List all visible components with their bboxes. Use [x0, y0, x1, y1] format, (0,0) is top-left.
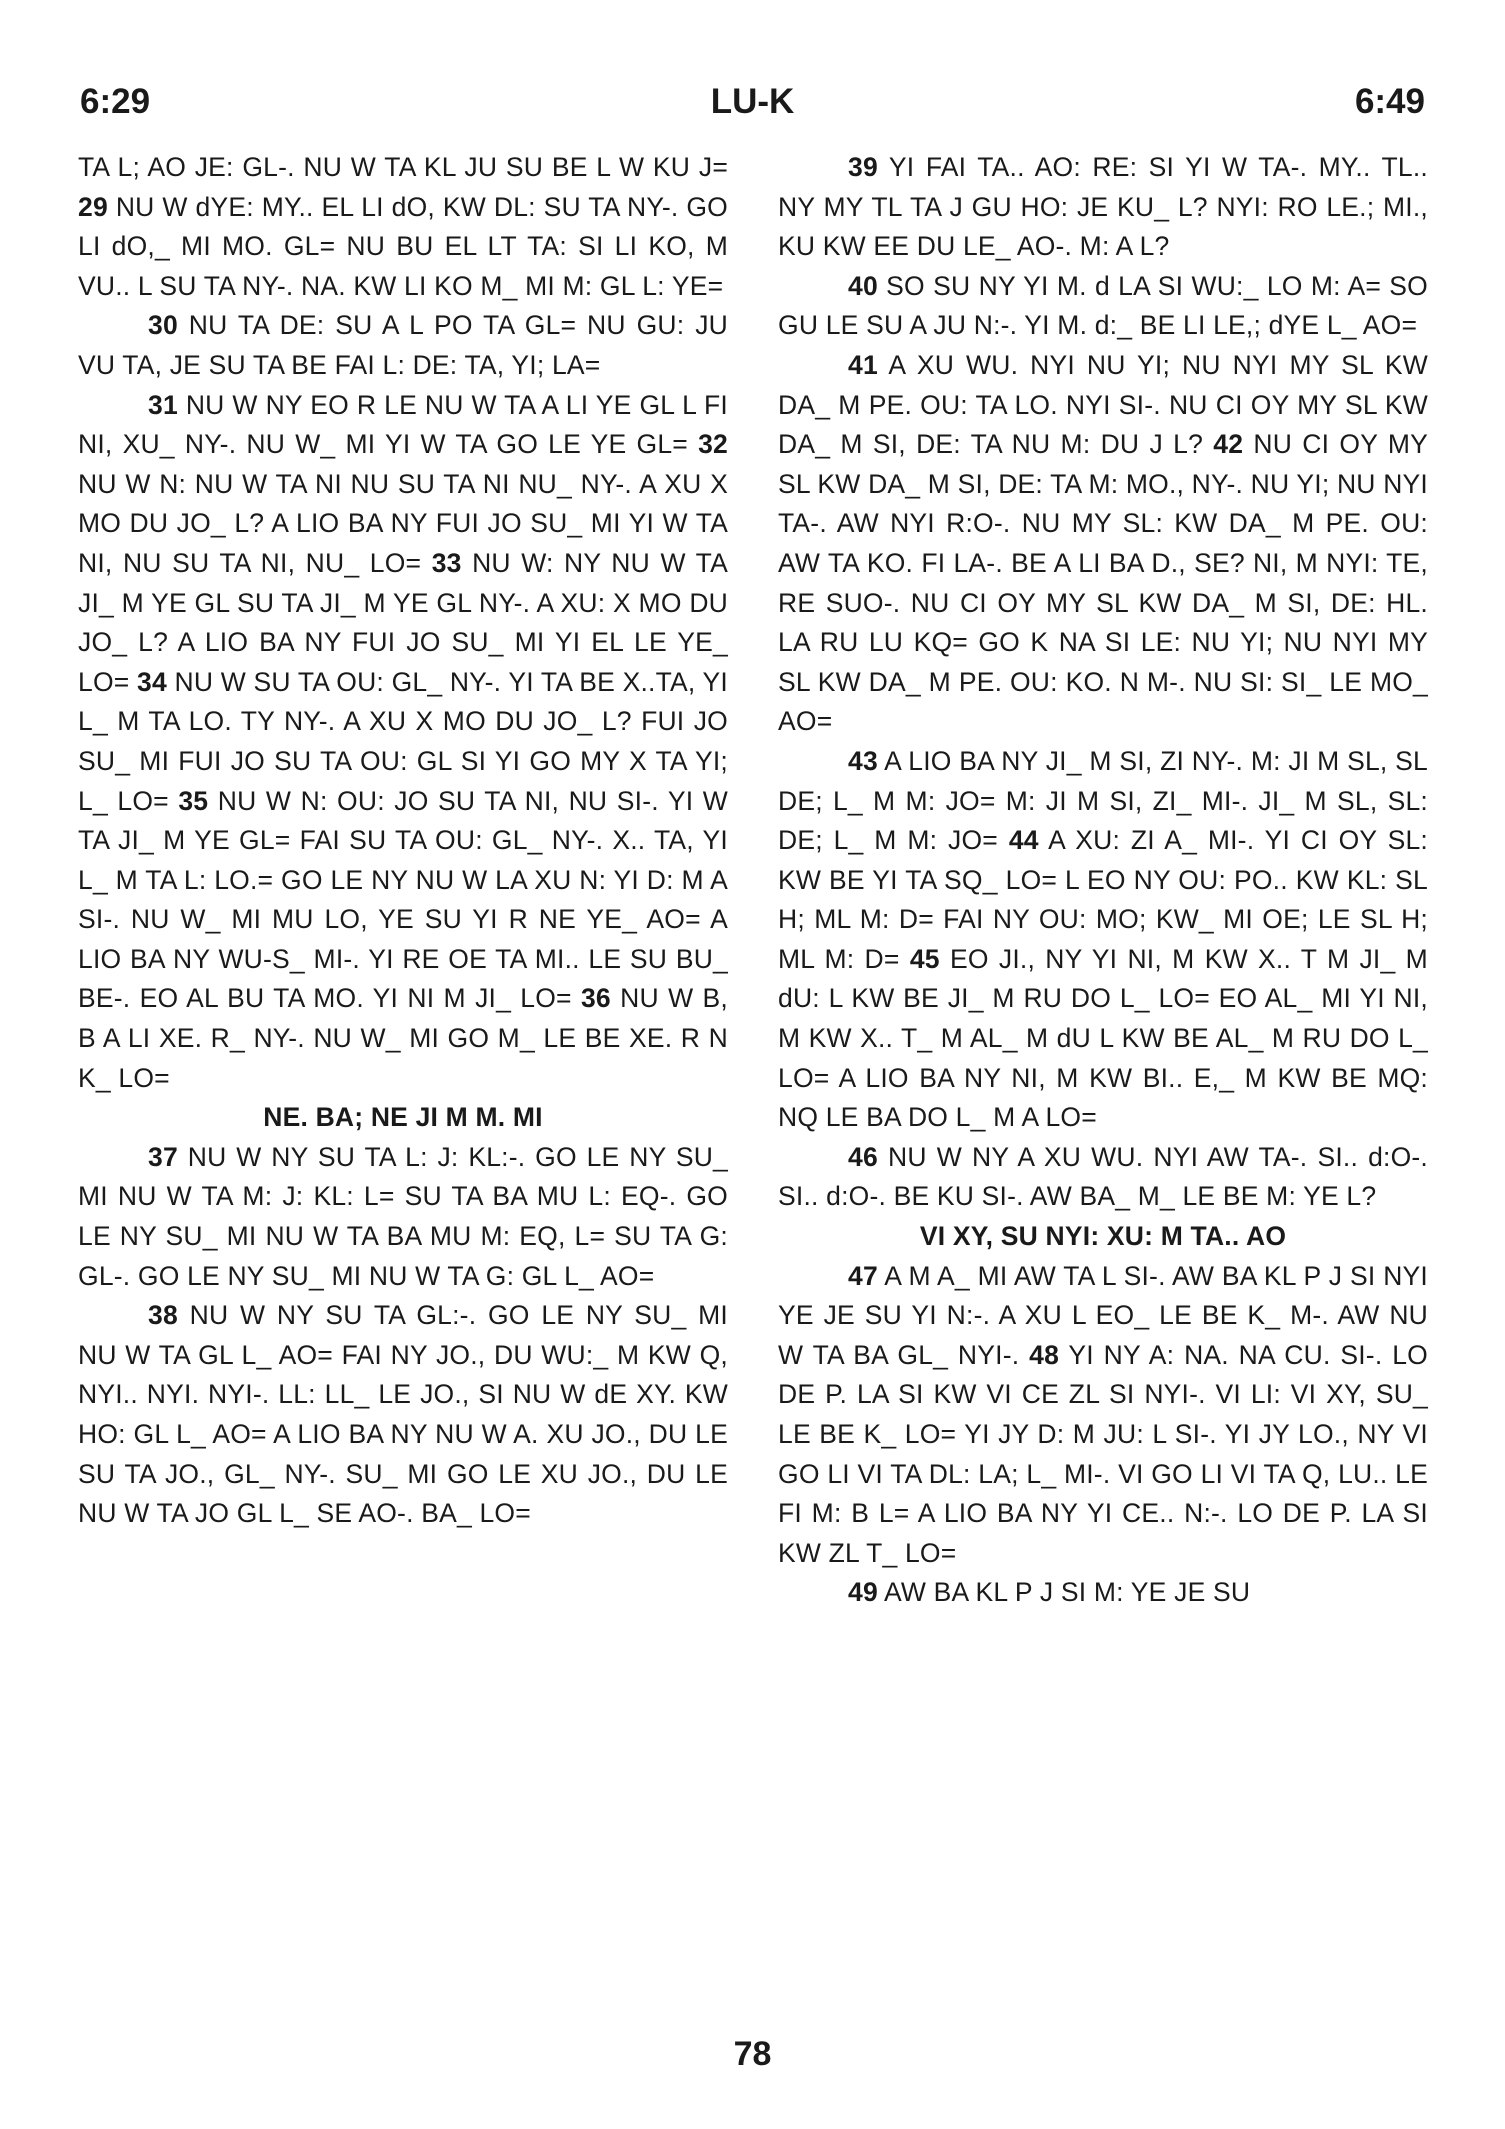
paragraph — [78, 306, 728, 385]
verse-number: 42 — [1213, 429, 1244, 460]
paragraph — [78, 148, 728, 306]
paragraph — [78, 1138, 728, 1296]
verse-number: 43 — [848, 745, 878, 776]
verse-number: 38 — [148, 1300, 178, 1331]
verse-number: 41 — [848, 349, 878, 380]
paragraph — [778, 742, 1428, 1138]
paragraph — [778, 346, 1428, 742]
verse-number: 32 — [698, 429, 728, 460]
verse-number: 48 — [1029, 1339, 1060, 1370]
verse-text: YI FAI TA.. AO: RE: SI YI W TA-. MY.. TL.. NY MY TL TA J GU HO: JE KU_ L? NYI: RO LE.; MI., KU KW EE DU LE_ AO-. M: A L? — [778, 152, 1428, 262]
verse-number: 34 — [137, 666, 167, 697]
running-head-end-ref: 6:49 — [1354, 82, 1425, 121]
verse-text: SO SU NY YI M. d LA SI WU:_ LO M: A= SO GU LE SU A JU N:-. YI M. d:_ BE LI LE,; dYE L_ AO= — [778, 270, 1428, 341]
verse-number: 44 — [1008, 825, 1039, 856]
verse-text: NU W B, B A LI XE. R_ NY-. NU W_ MI GO M_ LE BE XE. R N K_ LO= — [78, 983, 728, 1093]
paragraph — [778, 148, 1428, 267]
verse-number: 36 — [580, 983, 611, 1014]
verse-text: A XU: ZI A_ MI-. YI CI OY SL: KW BE YI TA SQ_ LO= L EO NY OU: PO.. KW KL: SL H; ML M: D= FAI NY OU: MO; KW_ MI OE; LE SL H; ML M: D= — [778, 825, 1428, 974]
running-head-start-ref: 6:29 — [80, 82, 151, 121]
verse-text: YI NY A: NA. NA CU. SI-. LO DE P. LA SI KW VI CE ZL SI NYI-. VI LI: VI XY, SU_ LE BE K_ LO= YI JY D: M JU: L SI-. YI JY LO., NY VI GO LI VI TA DL: LA; L_ MI-. VI GO LI VI TA Q, LU.. LE FI M: B L= A LIO BA NY YI CE.. N:-. LO DE P. LA SI KW ZL T_ LO= — [778, 1339, 1428, 1568]
running-head-book-title: LU-K — [710, 82, 795, 121]
verse-text: A M A_ MI AW TA L SI-. AW BA KL P J SI NYI YE JE SU YI N:-. A XU L EO_ LE BE K_ M-. AW NU W TA BA GL_ NYI-. — [778, 1260, 1428, 1370]
section-heading: VI XY, SU NYI: XU: M TA.. AO — [919, 1221, 1287, 1252]
verse-text: NU W N: OU: JO SU TA NI, NU SI-. YI W TA JI_ M YE GL= FAI SU TA OU: GL_ NY-. X.. TA, YI L_ M TA L: LO.= GO LE NY NU W LA XU N: YI D: M A SI-. NU W_ MI MU LO, YE SU YI R NE YE_ AO= A LIO BA NY WU-S_ MI-. YI RE OE TA MI.. LE SU BU_ BE-. EO AL BU TA MO. YI NI M JI_ LO= — [78, 785, 728, 1014]
verse-text: NU TA DE: SU A L PO TA GL= NU GU: JU VU TA, JE SU TA BE FAI L: DE: TA, YI; LA= — [78, 310, 728, 380]
paragraph — [778, 1573, 1428, 1613]
verse-number: 31 — [148, 389, 178, 420]
verse-text: NU W dYE: MY.. EL LI dO, KW DL: SU TA NY-. GO LI dO,_ MI MO. GL= NU BU EL LT TA: SI LI KO, M VU.. L SU TA NY-. NA. KW LI KO M_ MI M: GL L: YE= — [78, 191, 728, 301]
text-column-right — [778, 148, 1428, 1613]
verse-number: 49 — [848, 1577, 878, 1608]
verse-number: 40 — [848, 270, 878, 301]
paragraph — [778, 1138, 1428, 1217]
section-heading: NE. BA; NE JI M M. MI — [263, 1102, 543, 1133]
paragraph — [78, 386, 728, 1099]
verse-text: NU W: NY NU W TA JI_ M YE GL SU TA JI_ M YE GL NY-. A XU: X MO DU JO_ L? A LIO BA NY FUI JO SU_ MI YI EL LE YE_ LO= — [78, 547, 728, 697]
verse-number: 45 — [909, 943, 940, 974]
verse-text: NU CI OY MY SL KW DA_ M SI, DE: TA M: MO., NY-. NU YI; NU NYI TA-. AW NYI R:O-. NU MY SL: KW DA_ M PE. OU: AW TA KO. FI LA-. BE A LI BA D., SE? NI, M NYI: TE, RE SUO-. NU CI OY MY SL KW DA_ M SI, DE: HL. LA RU LU KQ= GO K NA SI LE: NU YI; NU NYI MY SL KW DA_ M PE. OU: KO. N M-. NU SI: SI_ LE MO_ AO= — [778, 429, 1428, 737]
verse-number: 29 — [78, 191, 108, 222]
verse-text: AW BA KL P J SI M: YE JE SU — [884, 1577, 1251, 1608]
verse-number: 39 — [848, 152, 878, 182]
verse-text: NU W SU TA OU: GL_ NY-. YI TA BE X..TA, YI L_ M TA LO. TY NY-. A XU X MO DU JO_ L? FUI JO SU_ MI FUI JO SU TA OU: GL SI YI GO MY X TA YI; L_ LO= — [78, 666, 728, 816]
verse-number: 46 — [848, 1141, 878, 1172]
verse-text: NU W NY SU TA GL:-. GO LE NY SU_ MI NU W TA GL L_ AO= FAI NY JO., DU WU:_ M KW Q, NYI.. NYI. NYI-. LL: LL_ LE JO., SI NU W dE XY. KW HO: GL L_ AO= A LIO BA NY NU W A. XU JO., DU LE SU TA JO., GL_ NY-. SU_ MI GO LE XU JO., DU LE NU W TA JO GL L_ SE AO-. BA_ LO= — [78, 1300, 728, 1529]
verse-number: 35 — [178, 785, 209, 816]
page-number: 78 — [733, 2035, 772, 2073]
verse-number: 37 — [148, 1141, 178, 1172]
verse-number: 30 — [148, 310, 178, 341]
verse-text: NU W NY SU TA L: J: KL:-. GO LE NY SU_ MI NU W TA M: J: KL: L= SU TA BA MU L: EQ-. GO LE NY SU_ MI NU W TA BA MU M: EQ, L= SU TA G: GL-. GO LE NY SU_ MI NU W TA G: GL L_ AO= — [78, 1141, 728, 1291]
verse-text: TA L; AO JE: GL-. NU W TA KL JU SU BE L W KU J= — [78, 152, 728, 182]
paragraph — [778, 267, 1428, 346]
verse-number: 47 — [848, 1260, 878, 1291]
verse-text: NU W NY A XU WU. NYI AW TA-. SI.. d:O-. SI.. d:O-. BE KU SI-. AW BA_ M_ LE BE M: YE L? — [778, 1141, 1428, 1212]
verse-text: EO JI., NY YI NI, M KW X.. T M JI_ M dU: L KW BE JI_ M RU DO L_ LO= EO AL_ MI YI NI, M KW X.. T_ M AL_ M dU L KW BE AL_ M RU DO L_ LO= A LIO BA NY NI, M KW BI.. E,_ M KW BE MQ: NQ LE BA DO L_ M A LO= — [778, 943, 1428, 1133]
verse-number: 33 — [431, 547, 462, 578]
verse-text: A XU WU. NYI NU YI; NU NYI MY SL KW DA_ M PE. OU: TA LO. NYI SI-. NU CI OY MY SL KW DA_ M SI, DE: TA NU M: DU J L? — [778, 349, 1429, 460]
text-column-left — [78, 148, 728, 1534]
verse-text: A LIO BA NY JI_ M SI, ZI NY-. M: JI M SL, SL DE; L_ M M: JO= M: JI M SI, ZI_ MI-. JI_ M SL, SL: DE; L_ M M: JO= — [778, 745, 1428, 856]
paragraph — [778, 1257, 1428, 1574]
verse-text: NU W NY EO R LE NU W TA A LI YE GL L FI NI, XU_ NY-. NU W_ MI YI W TA GO LE YE GL= — [78, 389, 728, 460]
paragraph — [78, 1296, 728, 1534]
running-head — [80, 82, 1425, 132]
verse-text: NU W N: NU W TA NI NU SU TA NI NU_ NY-. A XU X MO DU JO_ L? A LIO BA NY FUI JO SU_ MI YI W TA NI, NU SU TA NI, NU_ LO= — [78, 468, 728, 578]
